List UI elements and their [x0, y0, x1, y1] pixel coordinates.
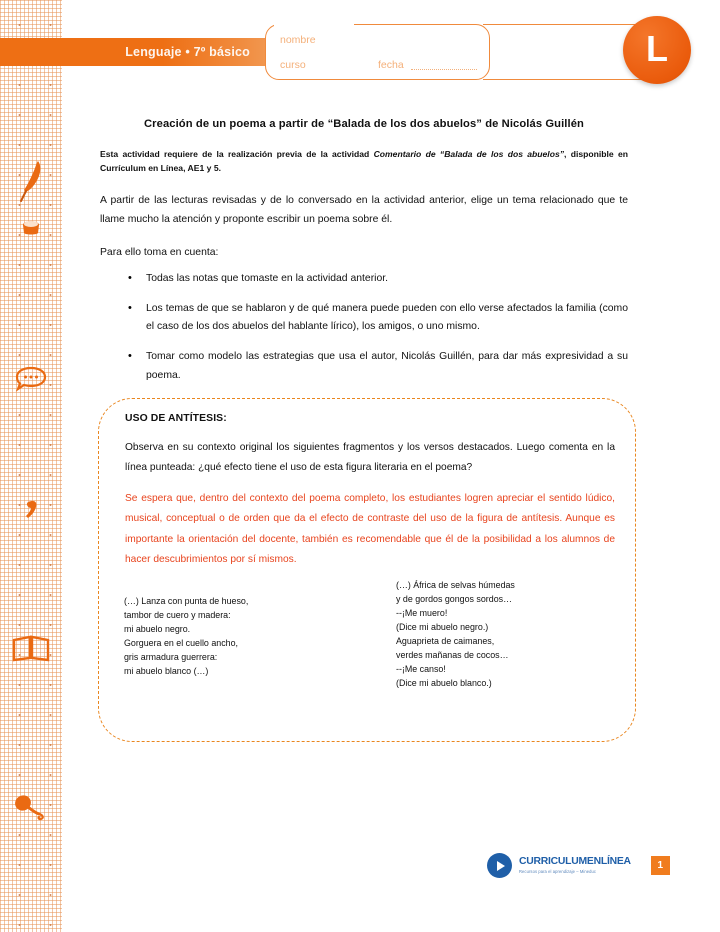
play-arrow-icon [487, 853, 512, 878]
poem-line: tambor de cuero y madera: [124, 610, 231, 621]
page-header [0, 0, 720, 100]
prerequisite-note [100, 148, 628, 176]
page-title: Creación de un poema a partir de “Balada de los dos abuelos” de Nicolás Guillén [144, 118, 584, 130]
poem-line: Aguaprieta de caimanes, [396, 636, 495, 647]
poem-excerpts [124, 578, 624, 691]
speech-bubble-icon [0, 366, 62, 396]
poem-excerpt-right [396, 578, 622, 691]
field-label-curso: curso [280, 59, 306, 71]
poem-line: (…) Lanza con punta de hueso, [124, 596, 249, 606]
instructions-lead-in: Para ello toma en cuenta: [100, 246, 219, 258]
prerequisite-note-suffix: , disponible en Currículum en Línea, AE1 y 5. [100, 149, 628, 173]
prerequisite-note-prefix: Esta actividad requiere de la realización previa de la actividad [100, 149, 374, 159]
inkwell-icon [0, 216, 62, 240]
list-item: • Tomar como modelo las estrategias que usa el autor, Nicolás Guillén, para dar más expresividad a su poema. [128, 348, 628, 384]
prerequisite-note-activity: Comentario de “Balada de los dos abuelos” [373, 149, 565, 159]
intro-paragraph: A partir de las lecturas revisadas y de lo conversado en la actividad anterior, elige un tema relacionado que te llame mucho la atención y proponte escribir un poema sobre él. [100, 194, 628, 225]
field-label-fecha: fecha [378, 59, 404, 71]
main-content [100, 118, 628, 401]
poem-excerpt-left [124, 578, 372, 691]
microphone-icon [0, 792, 62, 826]
header-rule-top [483, 24, 653, 25]
footer-logo-text [519, 857, 631, 874]
antithesis-instruction: Observa en su contexto original los siguientes fragmentos y los versos destacados. Luego comenta en la línea punteada: ¿qué efecto tiene el uso de esta figura literaria en el poema? [125, 442, 615, 474]
instructions-list [100, 270, 628, 385]
subject-badge-letter: L [646, 28, 668, 69]
footer-logo-main: CURRICULUMENLÍNEA [519, 856, 631, 868]
poem-line: --¡Me muero! [396, 608, 448, 619]
student-fields-box [265, 24, 490, 80]
page-number-badge: 1 [651, 856, 670, 875]
subject-banner [0, 38, 296, 66]
subject-badge [623, 16, 691, 84]
poem-line: y de gordos gongos sordos… [396, 594, 512, 605]
subject-banner-label: Lenguaje • 7º básico [125, 45, 250, 59]
footer-logo-sub: Recursos para el aprendizaje – Mineduc [519, 868, 597, 874]
open-book-icon [0, 632, 62, 668]
poem-line: mi abuelo negro. [124, 624, 191, 635]
antithesis-teacher-note: Se espera que, dentro del contexto del poema completo, los estudiantes logren apreciar el sentido lúdico, musical, conceptual o de orden que da el efecto de contraste del uso de la figura de antítesis. Aunque es importante la orientación del docente, también es recomendable que él de la posibilidad a los alumnos de hacer descubrimientos por sí mismos. [125, 492, 615, 566]
header-rule-bottom [483, 79, 653, 80]
field-label-nombre: nombre [280, 34, 316, 46]
list-item: • Los temas de que se hablaron y de qué manera puede pueden con ello verse afectados la familia (como el caso de los dos abuelos del hablante lírico), los amigos, o uno mismo. [128, 300, 628, 336]
poem-line: verdes mañanas de cocos… [396, 650, 509, 661]
poem-line: (…) África de selvas húmedas [396, 580, 515, 590]
quill-pen-icon [0, 158, 62, 208]
poem-line: (Dice mi abuelo negro.) [396, 622, 489, 633]
poem-line: mi abuelo blanco (…) [124, 666, 209, 677]
fecha-dotted-line [411, 69, 477, 70]
list-item: • Todas las notas que tomaste en la actividad anterior. [128, 270, 628, 288]
poem-line: Gorguera en el cuello ancho, [124, 638, 238, 649]
poem-line: (Dice mi abuelo blanco.) [396, 678, 492, 689]
poem-line: gris armadura guerrera: [124, 652, 218, 663]
comma-icon [0, 498, 62, 528]
page-footer [487, 853, 670, 878]
antithesis-box-title: USO DE ANTÍTESIS: [125, 413, 227, 424]
antithesis-box-content [125, 413, 615, 576]
poem-line: --¡Me canso! [396, 664, 446, 675]
